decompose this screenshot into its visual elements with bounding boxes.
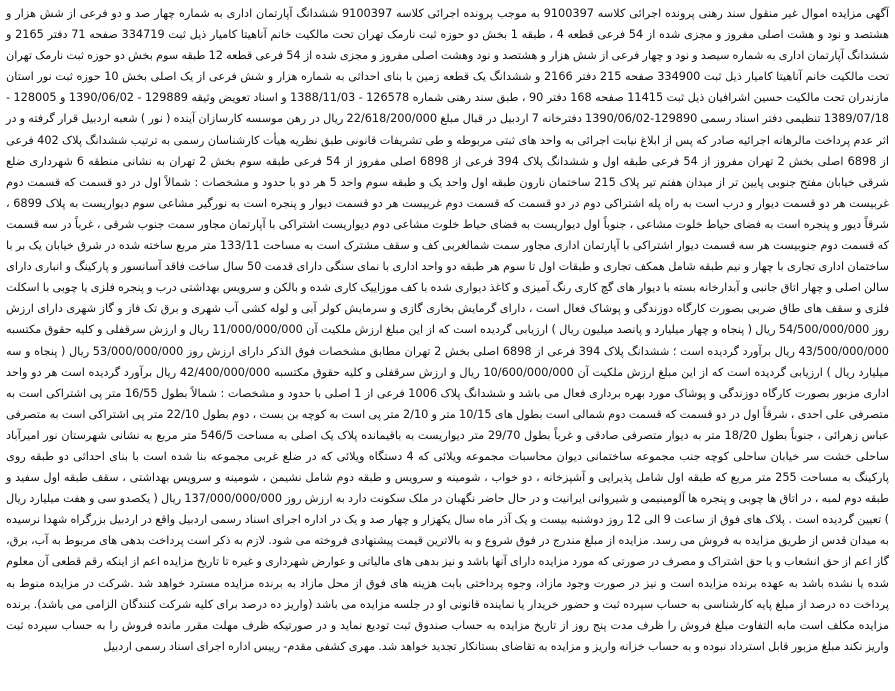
auction-notice-text: آگهی مزایده اموال غیر منقول سند رهنی پرونده اجرائی کلاسه 9100397 به موجب پرونده اجرائی کلاسه 9100397 ششدانگ آپارتمان اداری به شماره چهار صد و دو فرعی از شش هزار و هشتصد و نود و هشت اصلی مفروز و مجزی شده از 54 فرعی قطعه 4 ، طبقه 1 بخش دو حوزه ثبت نارمک تهران تحت مالکیت خانم آناهیتا کامیار ذیل ثبت 334719 صفحه 71 دفتر 2165 و ششدانگ آپارتمان اداری به شماره سیصد و نود و چهار فرعی از شش هزار و هشتصد و نود وهشت اصلی مفروز و مجزی شده از 54 فرعی قطعه 12 طبقه سوم بخش دو حوزه ثبت نارمک تهران تحت مالکیت خانم آناهیتا کامیار ذیل ثبت 334900 صفحه 215 دفتر 2166 و ششدانگ یک قطعه زمین با بنای احداثی به شماره هزار و شش فرعی از یک اصلی بخش 10 حوزه ثبت نور استان مازندران تحت مالکیت حسین اشرافیان ذیل ثبت 11415 صفحه 168 دفتر 90 ، طبق سند رهنی شماره 126578 - 1388/11/03 و اسناد تعویض وثیقه 129889 - 1390/06/02 و 128005 - 1389/07/18 تنظیمی دفتر اسناد رسمی 129890-1390/06/02 دفترخانه 7 اردبیل در قبال مبلغ 22/618/200/000 ریال در رهن موسسه کارسازان آینده ( نور ) شعبه اردبیل قرار گرفته و در اثر عدم پرداخت مالرهانه اجرائیه صادر که پس از ابلاغ نیابت اجرائی به واحد های ثبتی مربوطه و طی تشریفات قانونی طبق نظریه هیأت کارشناسان رسمی به ترتیب ششدانگ پلاک 402 فرعی از 6898 اصلی بخش 2 تهران مفروز از 54 فرعی طبقه اول و ششدانگ پلاک 394 فرعی از 6898 اصلی مفروز از 54 فرعی طبقه سوم بخش 2 تهران به نشانی منطقه 6 شهرداری ضلع شرقی خیابان مفتح جنوبی پایین تر از میدان هفتم تیر پلاک 215 ساختمان نارون طبقه اول واحد یک و طبقه سوم واحد 5 هر دو با حدود و مشخصات : شمالاً اول در دو قسمت که قسمت دوم غربیست هر دو قسمت دیوار و درب است به راه پله اشتراکی دوم در دو قسمت که قسمت دوم غربیست هر دو قسمت دیوار و پنجره است به نورگیر مشاعی سوم دیواریست به پلاک 6899 ، شرقاً دیور و پنجره است به فضای حیاط خلوت مشاعی ، جنوباً اول دیواریست به فضای حیاط خلوت مشاعی دوم دیواریست اشتراکی با آپارتمان مجاور سمت جنوب شرقی ، غرباً در سه قسمت که قسمت دوم جنوبیست هر سه قسمت دیوار اشتراکی با آپارتمان اداری مجاور سمت شمالغربی کف و سقف مشترک است به مساحت 133/11 متر مربع ساخته شده در شرق خیابان یک بر با ساختمان اداری تجاری با چهار و نیم طبقه شامل همکف تجاری و طبقات اول تا سوم هر طبقه دو واحد اداری با نمای سنگی دارای قدمت 50 سال ساخت فاقد آسانسور و پارکینگ و انباری دارای سالن اصلی و چهار اتاق جانبی و آبدارخانه بسته با دیوار های گچ کاری رنگ آمیزی و کاغذ دیواری شده با کف موزاییک کاری شده و بالکن و سرویس بهداشتی درب و پنجره فلزی یا چوبی با اسکلت فلزی و سقف های طاق ضربی بصورت کارگاه دوزندگی و پوشاک فعال است ، دارای گرمایش بخاری گازی و سرمایش کولر آبی و لوله کشی آب شهری و برق تک فاز و گاز شهری دارای ارزش روز 54/500/000/000 ریال ( پنجاه و چهار میلیارد و پانصد میلیون ریال ) ارزیابی گردیده است که از این مبلغ ارزش ملکیت آن 11/000/000/000 ریال و ارزش سرقفلی و کلیه حقوق مکتسبه 43/500/000/000 ریال برآورد گردیده است ؛ ششدانگ پلاک 394 فرعی از 6898 اصلی بخش 2 تهران مطابق مشخصات فوق الذکر دارای ارزش روز 53/000/000/000 ریال ( پنجاه و سه میلیارد ریال ) ارزیابی گردیده است که از این مبلغ ارزش ملکیت آن 10/600/000/000 ریال و ارزش سرقفلی و کلیه حقوق مکتسبه 42/400/000/000 ریال برآورد گردیده است هر دو واحد اداری مزبور بصورت کارگاه دوزندگی و پوشاک مورد بهره برداری فعال می باشد و ششدانگ پلاک 1006 فرعی از 1 اصلی با حدود و مشخصات : شمالاً بطول 16/55 متر پی اشتراکی است به متصرفی علی احدی ، شرقاً اول در دو قسمت که قسمت دوم شمالی است بطول های 10/15 متر و 2/10 متر پی است به کوچه بن بست ، دوم بطول 22/10 متر پی اشتراکی است به متصرفی عباس زهرائی ، جنوباً بطول 18/20 متر به دیوار متصرفی صادقی و غرباً بطول 29/70 متر دیواریست به باقیمانده پلاک یک اصلی به مساحت 546/5 متر مربع به نشانی شهرستان نور امیرآباد ساحلی خشت سر خیابان ساحلی کوچه جنب مجموعه ساختمانی دیوان محاسبات مجموعه ویلائی که 4 دستگاه ویلائی که در ضلع غربی مجموعه بنا شده است با بنای احداثی دو طبقه روی پارکینگ به مساحت 255 متر مربع که طبقه اول شامل پذیرایی و آشپزخانه ، دو خواب ، شومینه و سرویس و طبقه دوم شامل نشیمن ، شومینه و سرویس بهداشتی ، سقف طبقه اول سفید و طبقه دوم لمبه ، در اتاق ها چوبی و پنجره ها آلومینیمی و شیروانی ایرانیت و در حال حاضر نگهبان در ملک سکونت دارد به ارزش روز 137/000/000/000 ریال ( یکصدو سی و هفت میلیارد ریال ) تعیین گردیده است . پلاک های فوق از ساعت 9 الی 12 روز دوشنبه بیست و یک آذر ماه سال یکهزار و چهار صد و یک در اداره اجرای اسناد رسمی اردبیل واقع در اردبیل بزرگراه شهدا نرسیده به میدان قدس از طریق مزایده به فروش می رسد. مزایده از مبلغ مندرج در فوق شروع و به بالاترین قیمت پیشنهادی فروخته می شود. لازم به ذکر است پرداخت بدهی های مربوط به آب، برق، گاز اعم از حق انشعاب و یا حق اشتراک و مصرف در صورتی که مورد مزایده دارای آنها باشد و نیز بدهی های مالیاتی و عوارض شهرداری و غیره تا تاریخ مزایده اعم از اینکه رقم قطعی آن معلوم شده یا نشده باشد به عهده برنده مزایده است و نیز در صورت وجود مازاد، وجوه پرداختی بابت هزینه های فوق از محل مازاد به برنده مزایده مسترد خواهد شد .شرکت در مزایده منوط به پرداخت ده درصد از مبلغ پایه کارشناسی به حساب سپرده ثبت و حضور خریدار یا نماینده قانونی او در جلسه مزایده می باشد (واریز ده درصد برای کلیه شرکت کنندگان الزامی می باشد). برنده مزایده مکلف است مابه التفاوت مبلغ فروش را ظرف مدت پنج روز از تاریخ مزایده به حساب صندوق ثبت تودیع نماید و در صورتیکه ظرف مهلت مقرر مانده فروش را به حساب سپرده ثبت واریز نکند مبلغ مزبور قابل استرداد نبوده و به حساب خزانه واریز و مزایده به تقاضای بستانکار تجدید خواهد شد. مهری کشفی مقدم- رییس اداره اجرای اسناد رسمی اردبیل bbox=[6, 7, 890, 653]
